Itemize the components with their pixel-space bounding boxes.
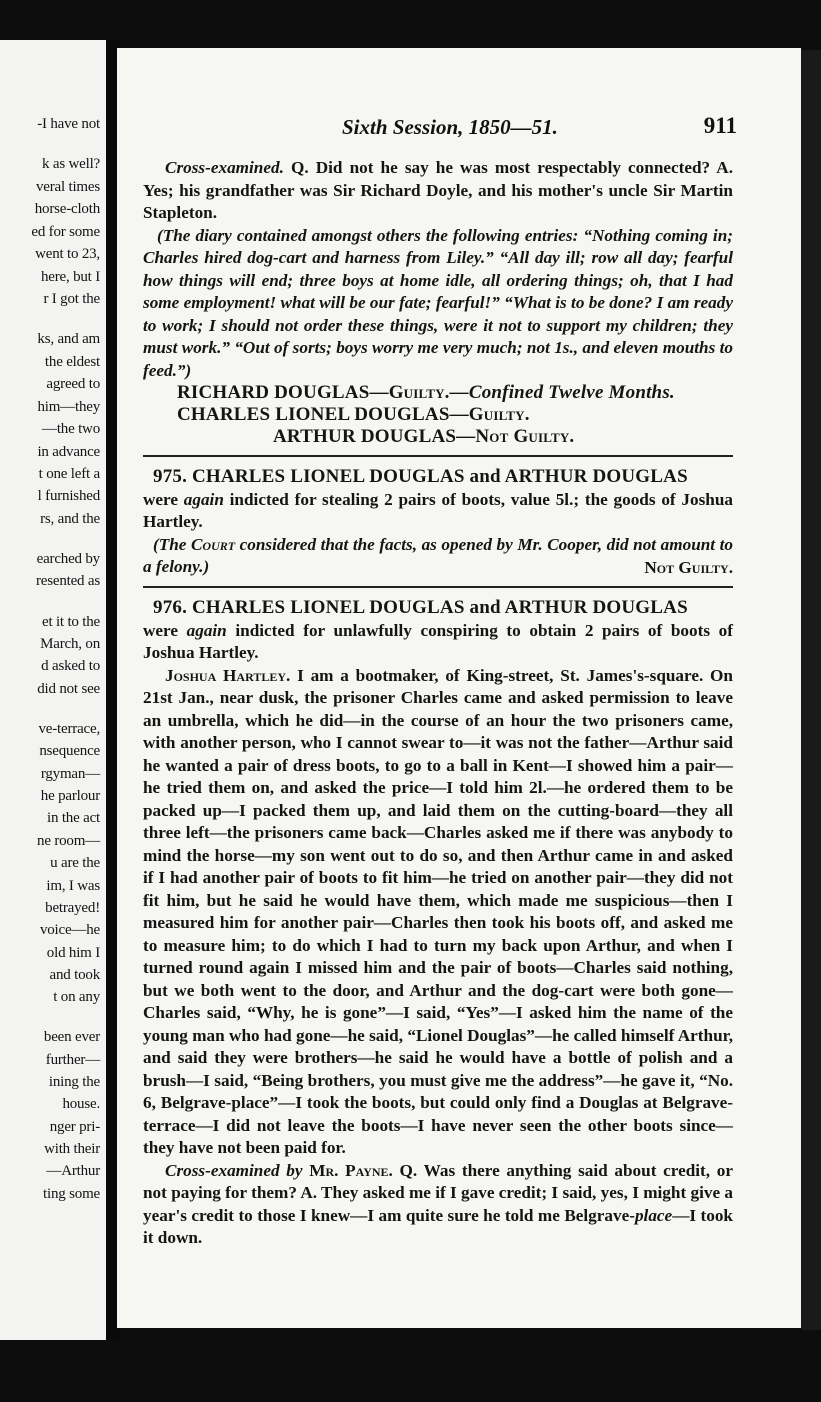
left-page-fragment: rgyman— bbox=[40, 766, 100, 782]
indictment-again: again bbox=[186, 620, 227, 640]
verdict-result: Not Guilty. bbox=[475, 426, 575, 447]
left-page-fragment: t on any bbox=[53, 989, 100, 1005]
cross-examined-label: Cross-examined. bbox=[165, 158, 284, 177]
left-page-fragment: in the act bbox=[47, 810, 100, 826]
verdict-name: RICHARD DOUGLAS— bbox=[177, 382, 389, 403]
diary-entries: (The diary contained amongst others the following entries: “Nothing coming in; Charles hired dog-cart and harness from Liley.” “All day ill; row all day; fearful how things will end; three boys at home idle, all ordering things; oh, that I had some employment! what will be our fate; fearful!” “What is to be done? I am ready to work; I should not order these things, were it not to support my children; they must work.” “Out of sorts; boys worry me very much; not 1s., and eleven mouths to feed.”) bbox=[143, 225, 733, 380]
left-page-fragment: r I got the bbox=[43, 291, 100, 307]
left-page-fragment: betrayed! bbox=[45, 900, 100, 916]
verdict-sentence: —Confined Twelve Months. bbox=[449, 382, 675, 403]
left-page-fragment: and took bbox=[49, 967, 100, 983]
page-header bbox=[117, 113, 737, 145]
case-975-heading: 975. CHARLES LIONEL DOUGLAS and ARTHUR DOUGLAS bbox=[153, 466, 688, 487]
left-page-fragment: resented as bbox=[35, 573, 100, 589]
left-facing-page bbox=[0, 40, 106, 1340]
left-page-fragment: the eldest bbox=[44, 354, 100, 370]
left-page-fragment: he parlour bbox=[40, 788, 100, 804]
court-word: Court bbox=[190, 534, 236, 554]
left-page-fragment: agreed to bbox=[46, 376, 100, 392]
verdict-name: CHARLES LIONEL DOUGLAS— bbox=[177, 404, 469, 425]
cross-examination-text: Q. Was there anything said about credit, or not paying for them? A. They asked me if I gave credit; I said, yes, I might give a year's credit to those I knew—I am quite sure he told me Belgrave- bbox=[143, 1160, 734, 1225]
left-page-fragment: t one left a bbox=[38, 466, 100, 482]
indictment-again: again bbox=[183, 489, 224, 509]
left-page-fragment: him—they bbox=[37, 399, 100, 415]
indictment-text: indicted for unlawfully conspiring to obtain 2 pairs of boots of Joshua Hartley. bbox=[143, 620, 733, 662]
left-page-fragment: im, I was bbox=[46, 878, 100, 894]
place-word: place bbox=[634, 1205, 673, 1225]
left-page-fragment: -I have not bbox=[37, 116, 100, 132]
left-page-fragment: ining the bbox=[48, 1074, 100, 1090]
verdict-richard-douglas bbox=[143, 382, 733, 404]
left-page-fragment: ed for some bbox=[31, 224, 100, 240]
left-page-fragment: ne room— bbox=[37, 833, 100, 849]
left-page-fragment: voice—he bbox=[39, 922, 100, 938]
left-page-fragment: et it to the bbox=[41, 614, 100, 630]
cross-examination-text: Q. Did not he say he was most respectably connected? A. Yes; his grandfather was Sir Richard Doyle, and his mother's uncle Sir Martin Stapleton. bbox=[143, 158, 733, 222]
running-head: Sixth Session, 1850—51. bbox=[342, 115, 558, 139]
court-note-text: (The bbox=[153, 534, 191, 554]
left-page-fragment: horse-cloth bbox=[34, 201, 100, 217]
court-note-text: considered that the facts, as opened by Mr. Cooper, did not amount to a felony.) bbox=[143, 534, 733, 576]
left-page-fragment: here, but I bbox=[40, 269, 100, 285]
counsel-name: Mr. Payne. bbox=[302, 1160, 393, 1180]
left-page-fragment: veral times bbox=[35, 179, 100, 195]
indictment-text: indicted for stealing 2 pairs of boots, value 5l.; the goods of Joshua Hartley. bbox=[143, 489, 733, 531]
left-page-fragment: old him I bbox=[46, 945, 100, 961]
left-page-fragment: —the two bbox=[42, 421, 100, 437]
case-976-heading: 976. CHARLES LIONEL DOUGLAS and ARTHUR DOUGLAS bbox=[153, 597, 688, 618]
page-number: 911 bbox=[703, 113, 737, 138]
cross-examination-974 bbox=[143, 157, 733, 225]
left-page-fragment: in advance bbox=[37, 444, 100, 460]
case-976-indictment bbox=[143, 620, 733, 665]
left-page-fragment: went to 23, bbox=[35, 246, 100, 262]
left-page-fragment: ve-terrace, bbox=[38, 721, 100, 737]
section-divider bbox=[143, 586, 733, 588]
verdict-name: ARTHUR DOUGLAS— bbox=[273, 426, 476, 447]
verdict-charles-douglas bbox=[143, 404, 733, 426]
cross-examination-text: —I took it down. bbox=[143, 1205, 733, 1247]
left-page-fragment: k as well? bbox=[42, 156, 100, 172]
left-page-fragment: further— bbox=[45, 1052, 100, 1068]
verdict-result: Guilty. bbox=[388, 382, 450, 403]
left-page-fragment: l furnished bbox=[37, 488, 100, 504]
witness-name: Joshua Hartley. bbox=[165, 665, 291, 685]
left-page-fragment: house. bbox=[62, 1096, 100, 1112]
case-975-verdict: Not Guilty. bbox=[644, 557, 733, 577]
cross-examined-label: Cross-examined by bbox=[165, 1160, 303, 1180]
left-page-fragment: d asked to bbox=[41, 658, 100, 674]
left-page-fragment: —Arthur bbox=[46, 1163, 100, 1179]
left-page-fragment: did not see bbox=[37, 681, 100, 697]
indictment-text: were bbox=[143, 489, 184, 509]
left-page-fragment: ting some bbox=[43, 1186, 100, 1202]
indictment-text: were bbox=[143, 620, 187, 640]
left-page-fragment: nsequence bbox=[39, 743, 100, 759]
left-page-fragment: nger pri- bbox=[49, 1119, 100, 1135]
case-975-indictment bbox=[143, 489, 733, 534]
left-page-fragment: with their bbox=[44, 1141, 100, 1157]
case-976-cross-examination bbox=[143, 1160, 733, 1250]
left-page-fragment: been ever bbox=[43, 1029, 100, 1045]
testimony-text: I am a bootmaker, of King-street, St. James's-square. On 21st Jan., near dusk, the prisoner Charles came and asked permission to leave an umbrella, which he did—in the course of an hour the two prisoners came, with another person, who I cannot swear to—it was not the father—Arthur said he wanted a pair of dress boots, to go to a ball in Kent—I showed him a pair—he tried them on, and asked the price—I told him 2l.—he ordered them to be packed up—I packed them up, and laid them on the cutting-board—they all three left—the prisoners came back—Charles asked me if there was anybody to mind the horse—my son went out to do so, and then Arthur came in and asked if I had another pair of boots to fit him—he tried on another pair—they did not fit him, but he said he would have them, which made me suspicious—then I measured him for another pair—Charles then took his boots off, and asked me to measure him; to do which I had to turn my back upon Arthur, and when I turned round again I missed him and the pair of boots—Charles said nothing, but we both went to the door, and Arthur and the dog-cart were both gone—Charles said, “Why, he is gone”—I said, “Yes”—I asked him the name of the young man who had gone—he said, “Lionel Douglas”—he called himself Arthur, and said they were brothers—he said he would have a bottle of polish and a brush—I said, “Being brothers, you must give me the address”—he gave it, “No. 6, Belgrave-place”—I took the boots, but could only find a Douglas at Belgrave-terrace—I did not leave the boots—I have never seen the other boots since—they have not been paid for. bbox=[143, 665, 733, 1157]
page-body bbox=[143, 157, 733, 1250]
case-976-testimony bbox=[143, 665, 733, 1160]
left-page-fragment: rs, and the bbox=[40, 511, 100, 527]
section-divider bbox=[143, 455, 733, 457]
left-page-fragment: ks, and am bbox=[37, 331, 100, 347]
verdict-result: Guilty. bbox=[468, 404, 530, 425]
left-page-fragment: March, on bbox=[40, 636, 100, 652]
verdict-arthur-douglas bbox=[143, 426, 733, 448]
case-975-verdict-row bbox=[143, 557, 733, 580]
left-page-fragment: u are the bbox=[50, 855, 100, 871]
page-edge bbox=[801, 50, 821, 1330]
left-page-fragment: earched by bbox=[36, 551, 100, 567]
